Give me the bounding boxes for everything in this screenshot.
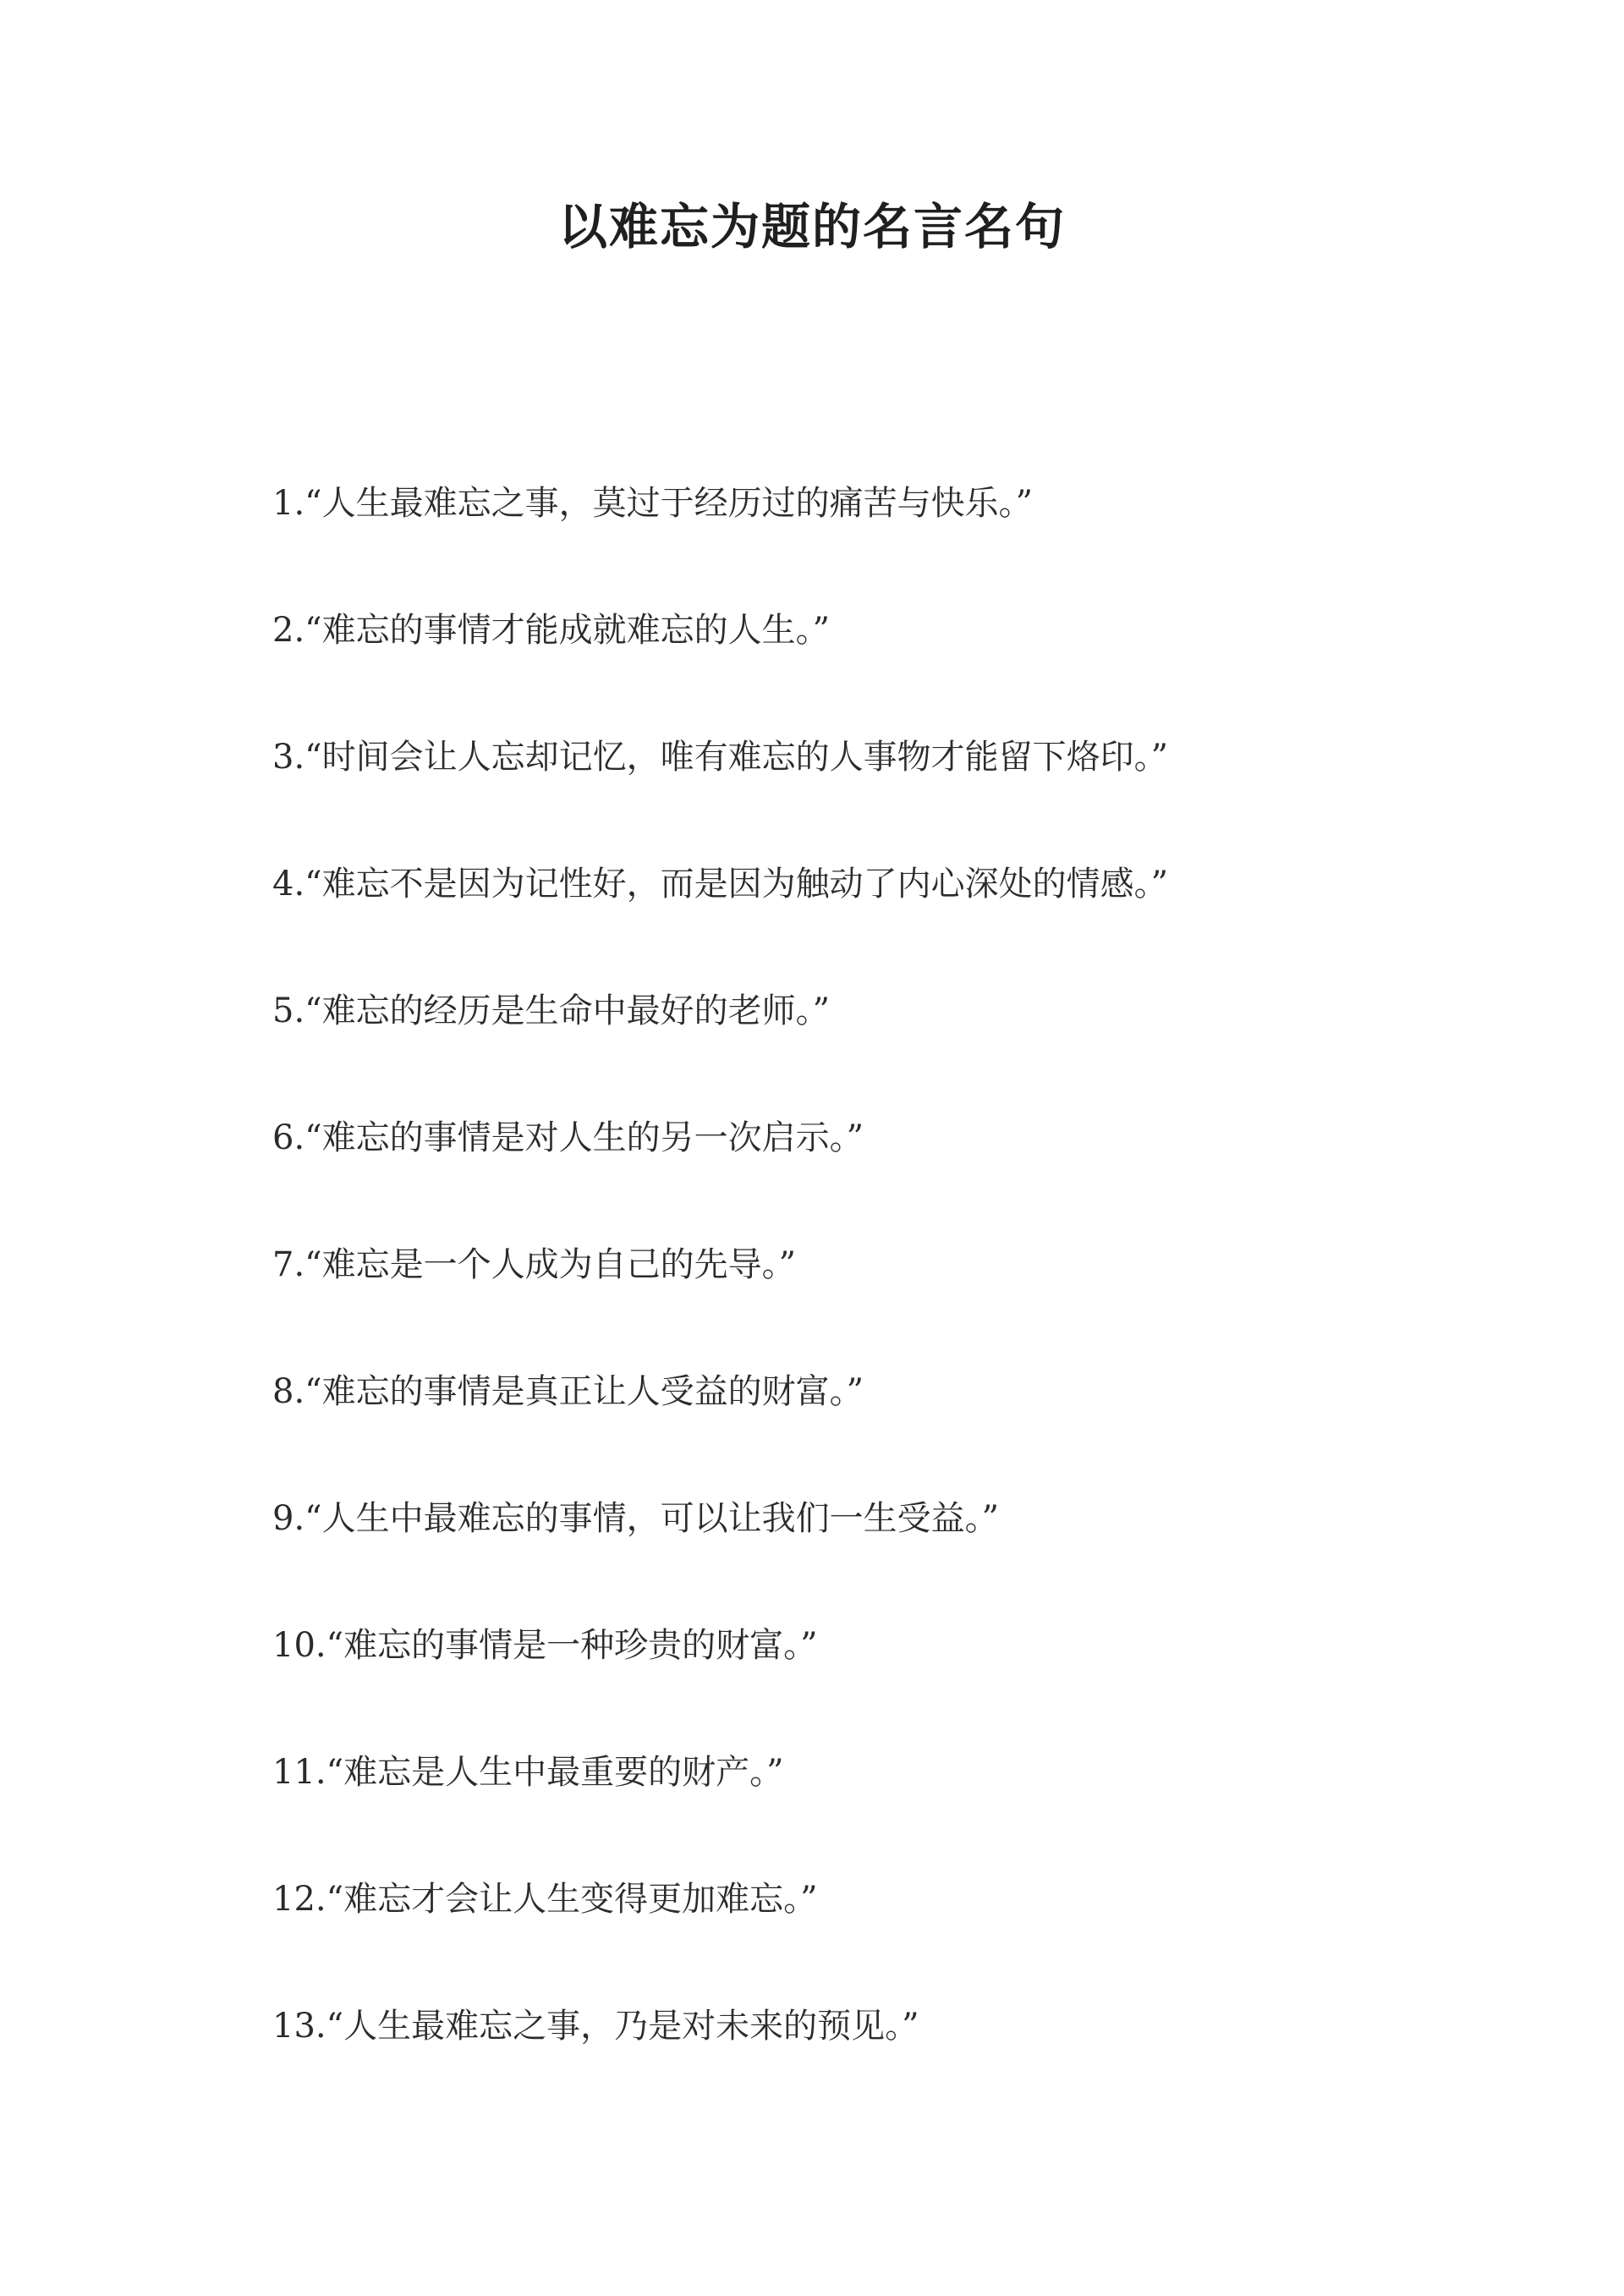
quote-item-4 — [272, 821, 1457, 948]
quote-text: “人生中最难忘的事情，可以让我们一生受益。” — [304, 1499, 1000, 1538]
quote-number: 13. — [272, 2007, 326, 2046]
quote-item-9 — [272, 1455, 1457, 1582]
quote-item-3 — [272, 694, 1457, 821]
quote-item-6 — [272, 1074, 1457, 1201]
quote-item-2 — [272, 567, 1457, 694]
quote-text: “难忘的经历是生命中最好的老师。” — [304, 991, 831, 1030]
document-title: 以难忘为题的名言名句 — [557, 198, 1066, 255]
quote-number: 7. — [272, 1245, 305, 1284]
quote-text: “难忘不是因为记性好，而是因为触动了内心深处的情感。” — [304, 865, 1169, 904]
quote-number: 1. — [272, 484, 305, 523]
quote-text: “难忘的事情才能成就难忘的人生。” — [304, 611, 831, 650]
quote-number: 5. — [272, 991, 305, 1030]
quote-item-13 — [272, 1963, 1457, 2090]
quote-text: “难忘的事情是对人生的另一次启示。” — [304, 1118, 864, 1157]
quote-item-5 — [272, 948, 1457, 1074]
quote-number: 3. — [272, 738, 305, 777]
quote-number: 11. — [272, 1753, 326, 1792]
quote-text: “人生最难忘之事，乃是对未来的预见。” — [326, 2007, 919, 2046]
quote-item-1 — [272, 440, 1457, 567]
quote-number: 10. — [272, 1626, 326, 1665]
quote-number: 2. — [272, 611, 305, 650]
quote-text: “时间会让人忘却记忆，唯有难忘的人事物才能留下烙印。” — [304, 738, 1169, 777]
quote-item-8 — [272, 1328, 1457, 1455]
quote-number: 9. — [272, 1499, 305, 1538]
quote-text: “难忘的事情是真正让人受益的财富。” — [304, 1372, 864, 1411]
quote-text: “难忘是人生中最重要的财产。” — [326, 1753, 784, 1792]
quote-text: “难忘才会让人生变得更加难忘。” — [326, 1880, 818, 1919]
quote-text: “人生最难忘之事，莫过于经历过的痛苦与快乐。” — [304, 484, 1034, 523]
quote-text: “难忘的事情是一种珍贵的财富。” — [326, 1626, 818, 1665]
quote-item-7 — [272, 1201, 1457, 1328]
quote-item-12 — [272, 1836, 1457, 1963]
quote-number: 4. — [272, 865, 305, 904]
quote-item-11 — [272, 1709, 1457, 1836]
quote-item-10 — [272, 1582, 1457, 1709]
quote-number: 12. — [272, 1880, 326, 1919]
quote-number: 8. — [272, 1372, 305, 1411]
quote-number: 6. — [272, 1118, 305, 1157]
quote-text: “难忘是一个人成为自己的先导。” — [304, 1245, 797, 1284]
quote-list — [272, 440, 1457, 2090]
